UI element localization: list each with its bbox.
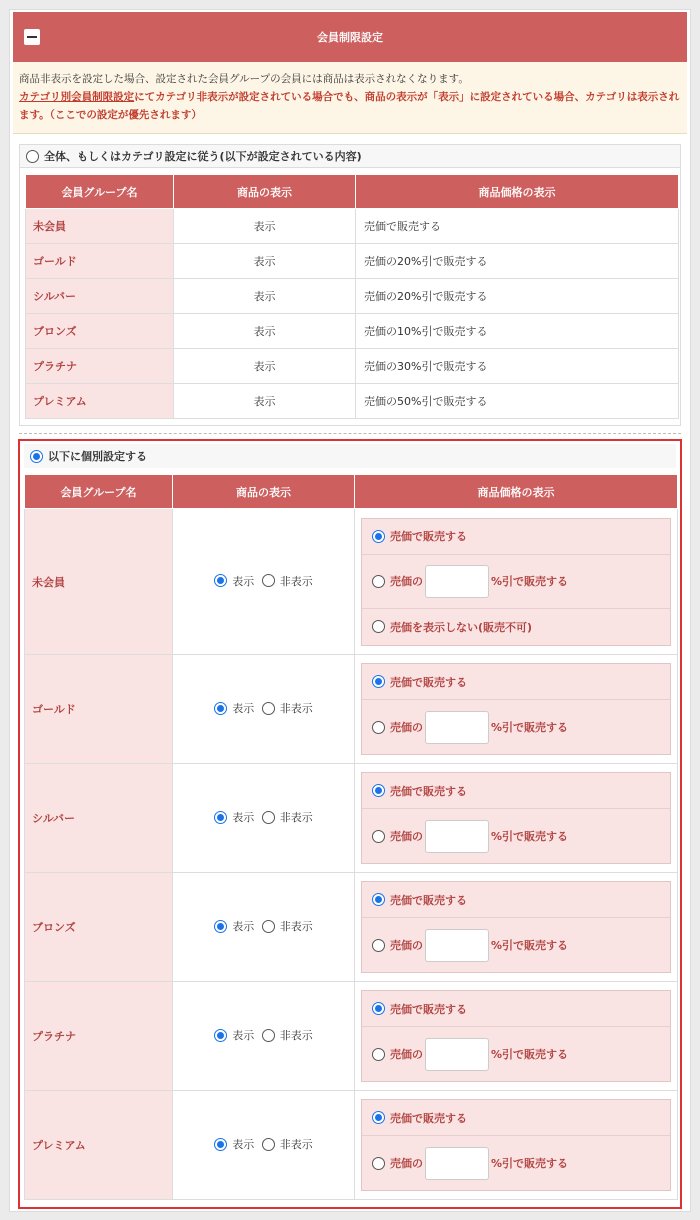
col-group-name: 会員グループ名: [25, 475, 173, 509]
group-name: プラチナ: [26, 349, 174, 384]
display-on-option[interactable]: [214, 918, 254, 934]
display-off-label: 非表示: [279, 1138, 313, 1152]
discount-percent-input[interactable]: [425, 711, 489, 744]
inherit-option[interactable]: [19, 144, 681, 168]
price-discount-suffix: %引で販売する: [491, 1157, 569, 1170]
price-discount-suffix: %引で販売する: [491, 575, 569, 588]
inherit-table: [25, 174, 679, 419]
price-full-radio[interactable]: [372, 530, 385, 543]
price-discount-option[interactable]: [362, 1027, 670, 1081]
display-on-radio[interactable]: [214, 811, 227, 824]
display-on-label: 表示: [232, 811, 255, 825]
price-discount-radio[interactable]: [372, 721, 385, 734]
price-full-label: 売価で販売する: [390, 1002, 467, 1016]
price-value: 売価の50%引で販売する: [356, 384, 679, 419]
display-on-option[interactable]: [214, 1136, 254, 1152]
display-off-label: 非表示: [279, 920, 313, 934]
discount-percent-input[interactable]: [425, 929, 489, 962]
display-toggle: [173, 1091, 355, 1200]
col-display: 商品の表示: [173, 475, 355, 509]
col-price: 商品価格の表示: [355, 475, 678, 509]
display-on-label: 表示: [232, 574, 255, 588]
price-full-radio[interactable]: [372, 1111, 385, 1124]
note-line-1: 商品非表示を設定した場合、設定された会員グループの会員には商品は表示されなくなります。: [19, 73, 469, 85]
price-settings: [355, 873, 678, 982]
price-full-option[interactable]: [362, 991, 670, 1027]
display-off-option[interactable]: [262, 918, 313, 934]
category-restriction-link[interactable]: カテゴリ別会員制限設定: [19, 91, 135, 103]
group-name: シルバー: [25, 764, 173, 873]
price-full-option[interactable]: [362, 664, 670, 700]
display-value: 表示: [174, 384, 356, 419]
price-discount-suffix: %引で販売する: [491, 1048, 569, 1061]
settings-panel: [9, 9, 691, 1212]
price-full-label: 売価で販売する: [390, 784, 467, 798]
table-row: [26, 349, 679, 384]
display-on-label: 表示: [232, 702, 255, 716]
price-options: [361, 1099, 671, 1191]
table-row: [25, 982, 678, 1091]
display-value: 表示: [174, 209, 356, 244]
price-discount-option[interactable]: [362, 555, 670, 609]
display-off-radio[interactable]: [262, 1029, 275, 1042]
display-toggle: [173, 873, 355, 982]
individual-table-header: [25, 475, 678, 509]
price-discount-suffix: %引で販売する: [491, 721, 569, 734]
price-discount-suffix: %引で販売する: [491, 830, 569, 843]
price-full-label: 売価で販売する: [390, 530, 467, 543]
price-options: [361, 518, 671, 646]
price-settings: [355, 764, 678, 873]
price-value: 売価の20%引で販売する: [356, 244, 679, 279]
table-row: [26, 314, 679, 349]
price-discount-prefix: 売価の: [390, 1157, 423, 1170]
individual-option[interactable]: [24, 444, 676, 468]
price-full-option[interactable]: [362, 882, 670, 918]
display-on-radio[interactable]: [214, 1138, 227, 1151]
price-settings: [355, 1091, 678, 1200]
table-row: [25, 509, 678, 655]
price-discount-prefix: 売価の: [390, 721, 423, 734]
price-discount-prefix: 売価の: [390, 1048, 423, 1061]
display-off-label: 非表示: [279, 574, 313, 588]
display-off-option[interactable]: [262, 573, 313, 589]
price-discount-option[interactable]: [362, 1136, 670, 1190]
display-on-option[interactable]: [214, 700, 254, 716]
collapse-icon[interactable]: [24, 29, 40, 45]
display-off-label: 非表示: [279, 702, 313, 716]
discount-percent-input[interactable]: [425, 1147, 489, 1180]
price-discount-radio[interactable]: [372, 575, 385, 588]
price-value: 売価の20%引で販売する: [356, 279, 679, 314]
display-toggle: [173, 982, 355, 1091]
price-hide-radio[interactable]: [372, 620, 385, 633]
price-full-option[interactable]: [362, 1100, 670, 1136]
display-off-option[interactable]: [262, 809, 313, 825]
display-toggle: [173, 655, 355, 764]
display-off-radio[interactable]: [262, 811, 275, 824]
price-full-label: 売価で販売する: [390, 675, 467, 689]
price-discount-prefix: 売価の: [390, 830, 423, 843]
display-off-label: 非表示: [279, 811, 313, 825]
display-on-label: 表示: [232, 920, 255, 934]
display-value: 表示: [174, 244, 356, 279]
discount-percent-input[interactable]: [425, 1038, 489, 1071]
price-full-label: 売価で販売する: [390, 1111, 467, 1125]
price-full-radio[interactable]: [372, 675, 385, 688]
note-line-2: [19, 88, 681, 124]
group-name: ブロンズ: [25, 873, 173, 982]
group-name: ブロンズ: [26, 314, 174, 349]
price-discount-option[interactable]: [362, 700, 670, 754]
display-on-option[interactable]: [214, 1027, 254, 1043]
price-full-radio[interactable]: [372, 893, 385, 906]
divider: [19, 433, 681, 434]
display-on-radio[interactable]: [214, 920, 227, 933]
price-settings: [355, 982, 678, 1091]
price-full-option[interactable]: [362, 773, 670, 809]
group-name: 未会員: [26, 209, 174, 244]
price-settings: [355, 655, 678, 764]
group-name: ゴールド: [25, 655, 173, 764]
display-off-radio[interactable]: [262, 1138, 275, 1151]
price-value: 売価の10%引で販売する: [356, 314, 679, 349]
display-value: 表示: [174, 349, 356, 384]
price-discount-option[interactable]: [362, 809, 670, 863]
individual-table: [24, 474, 678, 1200]
table-row: [25, 764, 678, 873]
price-discount-suffix: %引で販売する: [491, 939, 569, 952]
inherit-radio[interactable]: [26, 150, 39, 163]
display-toggle: [173, 764, 355, 873]
table-row: [26, 209, 679, 244]
price-hide-option[interactable]: [362, 609, 670, 645]
discount-percent-input[interactable]: [425, 565, 489, 598]
display-off-option[interactable]: [262, 700, 313, 716]
table-row: [25, 1091, 678, 1200]
table-row: [26, 279, 679, 314]
price-hide-label: 売価を表示しない(販売不可): [390, 620, 533, 634]
discount-percent-input[interactable]: [425, 820, 489, 853]
group-name: プラチナ: [25, 982, 173, 1091]
display-off-label: 非表示: [279, 1029, 313, 1043]
display-on-option[interactable]: [214, 573, 254, 589]
group-name: シルバー: [26, 279, 174, 314]
inherit-table-frame: [19, 168, 681, 426]
inherit-settings-section: [19, 144, 681, 426]
display-on-radio[interactable]: [214, 702, 227, 715]
col-price: 商品価格の表示: [356, 175, 679, 209]
display-on-label: 表示: [232, 1138, 255, 1152]
display-value: 表示: [174, 279, 356, 314]
table-row: [25, 873, 678, 982]
price-options: [361, 881, 671, 973]
group-name: プレミアム: [25, 1091, 173, 1200]
individual-settings-section: [18, 439, 682, 1209]
price-options: [361, 663, 671, 755]
table-row: [26, 244, 679, 279]
group-name: 未会員: [25, 509, 173, 655]
individual-radio-label: 以下に個別設定する: [48, 450, 147, 463]
info-note: [13, 62, 687, 134]
display-off-radio[interactable]: [262, 920, 275, 933]
price-value: 売価で販売する: [356, 209, 679, 244]
price-options: [361, 990, 671, 1082]
display-on-radio[interactable]: [214, 574, 227, 587]
price-discount-radio[interactable]: [372, 939, 385, 952]
table-row: [25, 655, 678, 764]
display-off-radio[interactable]: [262, 574, 275, 587]
price-full-radio[interactable]: [372, 1002, 385, 1015]
display-on-option[interactable]: [214, 809, 254, 825]
individual-radio[interactable]: [30, 450, 43, 463]
price-discount-radio[interactable]: [372, 830, 385, 843]
group-name: ゴールド: [26, 244, 174, 279]
display-off-option[interactable]: [262, 1027, 313, 1043]
display-on-radio[interactable]: [214, 1029, 227, 1042]
price-full-label: 売価で販売する: [390, 893, 467, 907]
display-on-label: 表示: [232, 1029, 255, 1043]
price-discount-option[interactable]: [362, 918, 670, 972]
col-group-name: 会員グループ名: [26, 175, 174, 209]
price-settings: [355, 509, 678, 655]
display-value: 表示: [174, 314, 356, 349]
price-full-option[interactable]: [362, 519, 670, 555]
display-off-radio[interactable]: [262, 702, 275, 715]
inherit-table-header: [26, 175, 679, 209]
col-display: 商品の表示: [174, 175, 356, 209]
table-row: [26, 384, 679, 419]
price-options: [361, 772, 671, 864]
price-discount-prefix: 売価の: [390, 575, 423, 588]
price-full-radio[interactable]: [372, 784, 385, 797]
price-value: 売価の30%引で販売する: [356, 349, 679, 384]
inherit-radio-label: 全体、もしくはカテゴリ設定に従う(以下が設定されている内容): [44, 150, 362, 163]
display-toggle: [173, 509, 355, 655]
display-off-option[interactable]: [262, 1136, 313, 1152]
note-line-2-text: にてカテゴリ非表示が設定されている場合でも、商品の表示が「表示」に設定されている場合、カテゴリは表示されます。（ここでの設定が優先されます）: [19, 91, 680, 121]
price-discount-radio[interactable]: [372, 1048, 385, 1061]
price-discount-radio[interactable]: [372, 1157, 385, 1170]
section-header: [13, 12, 687, 62]
section-title: 会員制限設定: [317, 31, 383, 44]
group-name: プレミアム: [26, 384, 174, 419]
price-discount-prefix: 売価の: [390, 939, 423, 952]
